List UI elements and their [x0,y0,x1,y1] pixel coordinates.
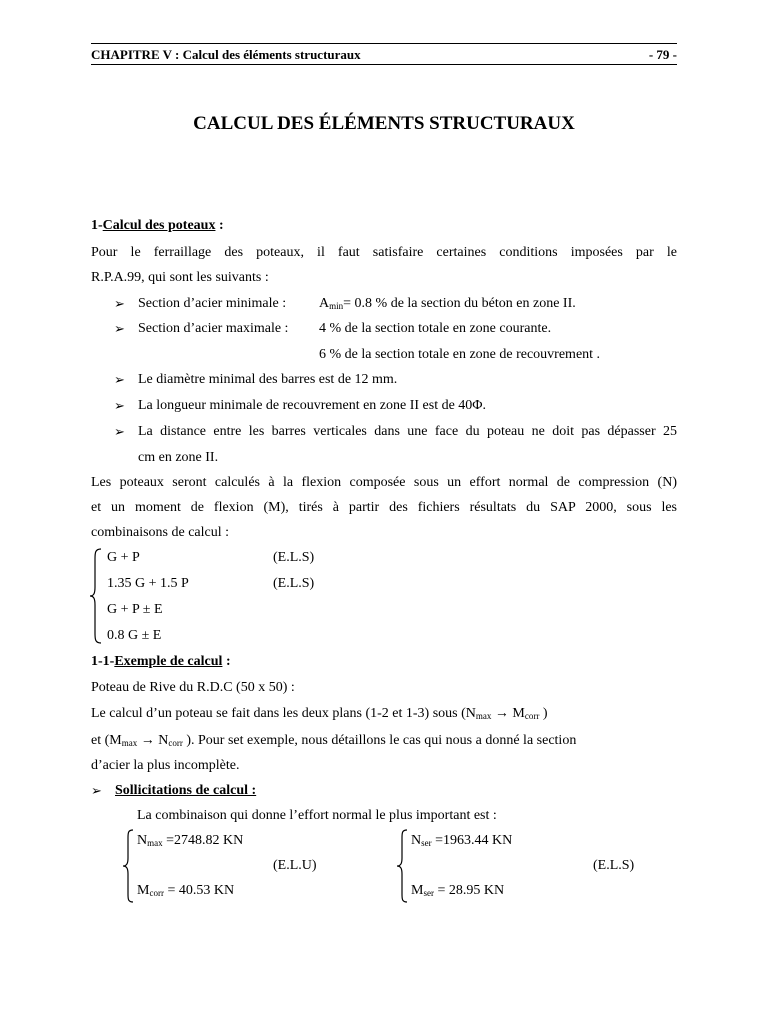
combo-state: (E.L.S) [273,550,315,565]
bullet-arrow-icon: ➢ [114,398,125,413]
combo-formula: G + P [107,550,140,565]
value: = 40.53 KN [163,883,235,898]
paragraph-line-3: combinaisons de calcul : [91,525,230,540]
example-line-end: d’acier la plus incomplète. [91,758,240,773]
page-header [91,47,677,63]
sub-corr: corr [168,738,183,748]
var-n: N [411,833,422,848]
max-steel-value-2: 6 % de la section totale en zone de recouvrement . [319,347,601,362]
els-moment [411,883,504,899]
section-heading-1 [91,218,224,234]
section-title: Exemple de calcul [114,654,223,669]
sub-min: min [329,301,344,311]
els-normal-force [411,833,512,849]
section-colon: : [222,654,231,669]
chapter-title: CHAPITRE V : Calcul des éléments structuraux [91,47,361,62]
combo-formula: G + P ± E [107,602,163,617]
intro-line-2: R.P.A.99, qui sont les suivants : [91,270,269,285]
header-rule-top [91,43,677,44]
sub-max: max [475,711,492,721]
var-n: N [137,833,148,848]
sub-ser: ser [423,888,434,898]
column-description: Poteau de Rive du R.D.C (50 x 50) : [91,680,295,695]
var-a: A [319,296,330,311]
combo-state: (E.L.S) [273,576,315,591]
paragraph-line-2: et un moment de flexion (M), tirés à partir des fichiers résultats du SAP 2000, sous les [91,500,677,515]
bullet-arrow-icon: ➢ [114,372,125,387]
text-run: Le calcul d’un poteau se fait dans les deux plans (1-2 et 1-3) sous (N [91,706,476,721]
text-run: ). Pour set exemple, nous détaillons le cas qui nous a donné la section [182,733,577,748]
sub-max: max [147,838,163,848]
value: =2748.82 KN [162,833,244,848]
sub-corr: corr [524,711,540,721]
var-m: M [411,883,424,898]
sub-corr: corr [149,888,164,898]
bullet-overlap-length: La longueur minimale de recouvrement en zone II est de 40Φ. [138,398,487,413]
page-number: - 79 - [648,47,677,62]
els-brace-icon [394,828,410,904]
value: = 28.95 KN [433,883,505,898]
section-number: 1- [91,218,103,233]
text-run: → M [491,706,525,721]
section-heading-1-1 [91,654,231,670]
bullet-min-diameter: Le diamètre minimal des barres est de 12 mm. [138,372,398,387]
combo-formula: 0.8 G ± E [107,628,162,643]
sollicitations-intro: La combinaison qui donne l’effort normal le plus important est : [137,808,497,823]
bullet-arrow-icon: ➢ [114,424,125,439]
combo-formula: 1.35 G + 1.5 P [107,576,189,591]
bullet-arrow-icon: ➢ [114,296,125,311]
header-rule-bottom [91,64,677,65]
combination-brace-icon [88,547,104,645]
min-steel-value [319,296,576,312]
section-colon: : [215,218,224,233]
elu-normal-force [137,833,243,849]
bullet-arrow-icon: ➢ [114,321,125,336]
sub-max: max [121,738,138,748]
example-line [91,733,576,749]
bullet-arrow-icon: ➢ [91,783,102,798]
intro-line-1: Pour le ferraillage des poteaux, il faut satisfaire certaines conditions imposées par le [91,245,677,260]
section-number: 1-1- [91,654,115,669]
bullet-bar-spacing-1: La distance entre les barres verticales dans une face du poteau ne doit pas dépasser 25 [138,424,677,439]
sollicitations-heading: Sollicitations de calcul : [115,783,257,798]
els-state: (E.L.S) [593,858,635,873]
calc-planes-line [91,706,548,722]
page-title: CALCUL DES ÉLÉMENTS STRUCTURAUX [193,113,575,134]
max-steel-value-1: 4 % de la section totale en zone courante. [319,321,552,336]
bullet-max-steel: Section d’acier maximale : [138,321,289,336]
text-run: → N [137,733,169,748]
elu-state: (E.L.U) [273,858,317,873]
bullet-label: Section d’acier minimale : [138,296,287,311]
bullet-bar-spacing-2: cm en zone II. [138,450,219,465]
paragraph-line-1: Les poteaux seront calculés à la flexion composée sous un effort normal de compression (N) [91,475,677,490]
elu-brace-icon [120,828,136,904]
sub-ser: ser [421,838,432,848]
text-run: et (M [91,733,122,748]
text-run: ) [539,706,548,721]
min-steel-rule: = 0.8 % de la section du béton en zone II. [343,296,576,311]
elu-moment [137,883,234,899]
var-m: M [137,883,150,898]
bullet-min-steel [138,296,286,312]
value: =1963.44 KN [431,833,513,848]
section-title: Calcul des poteaux [102,218,216,233]
